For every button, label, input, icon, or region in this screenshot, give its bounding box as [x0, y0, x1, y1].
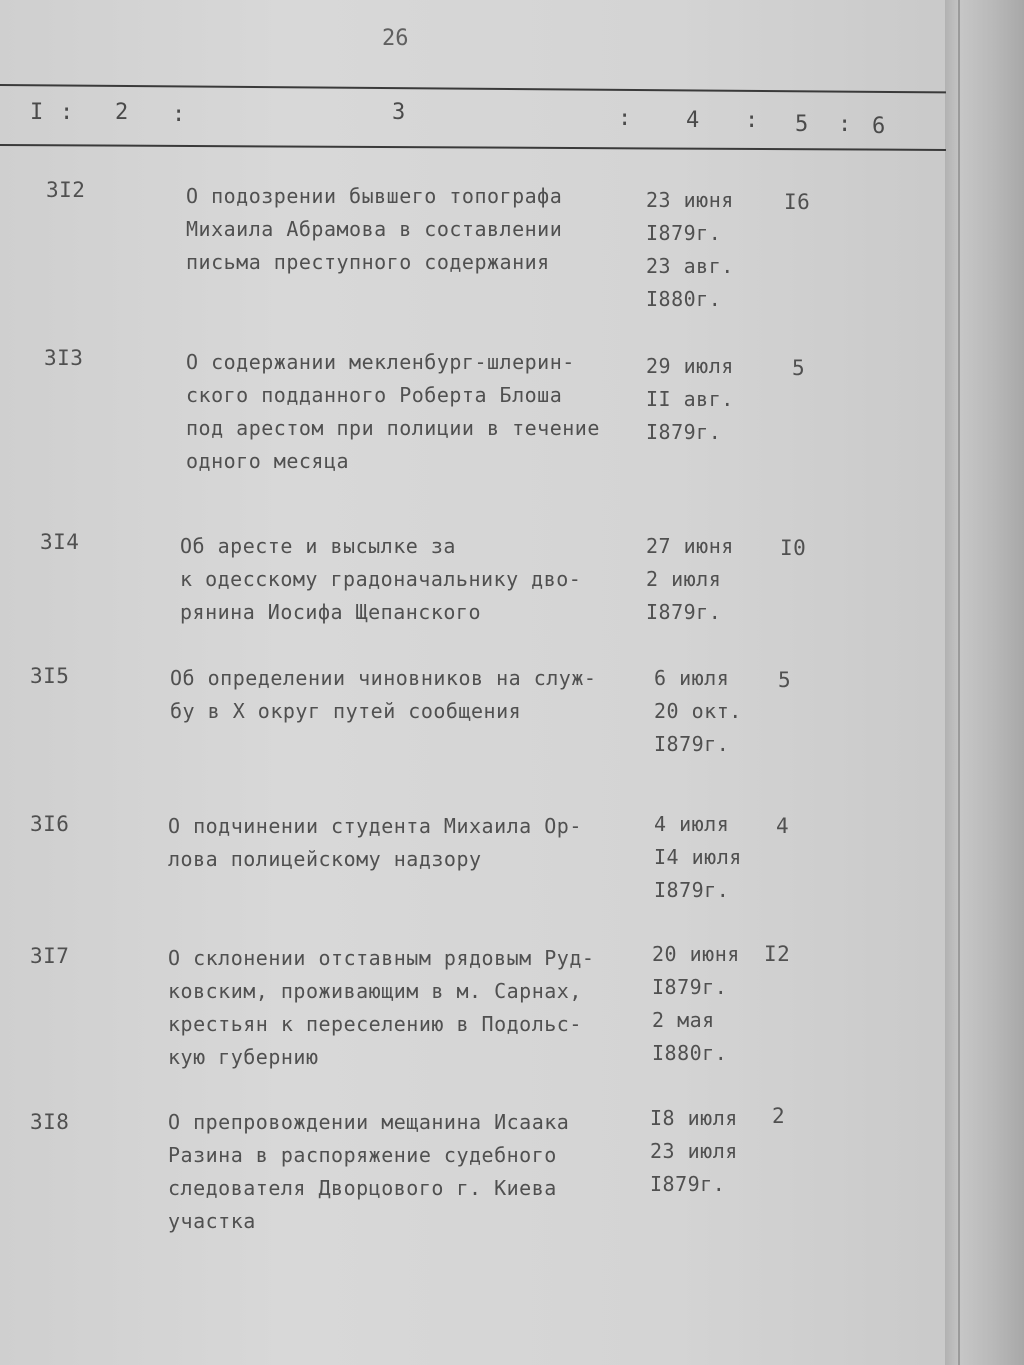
column-header-2: 2 — [115, 100, 129, 125]
record-dates: 27 июня 2 июля I879г. — [646, 534, 734, 624]
record-number: 3I2 — [46, 178, 86, 202]
record-description: О содержании мекленбург-шлерин- ского подданного Роберта Блоша под арестом при полиции в течение одного месяца — [186, 350, 600, 473]
record-sheets: 5 — [778, 668, 792, 692]
record-dates: 29 июля II авг. I879г. — [646, 354, 734, 444]
column-header-4: 4 — [686, 108, 700, 133]
record-sheets: 5 — [792, 356, 806, 380]
page-number: 26 — [382, 26, 409, 51]
record-number: 3I8 — [30, 1110, 70, 1134]
record-number: 3I4 — [40, 530, 80, 554]
column-header-3: 3 — [392, 100, 406, 125]
record-dates: 4 июля I4 июля I879г. — [654, 812, 742, 902]
column-header-1: I — [30, 100, 44, 125]
record-dates: 23 июня I879г. 23 авг. I880г. — [646, 188, 734, 311]
record-description: Об определении чиновников на служ- бу в Х округ путей сообщения — [170, 666, 597, 723]
record-sheets: 2 — [772, 1104, 786, 1128]
record-description: О препровождении мещанина Исаака Разина в распоряжение судебного следователя Дворцового г. Киева участка — [168, 1110, 570, 1233]
record-description: Об аресте и высылке за к одесскому градоначальнику дво- рянина Иосифа Щепанского — [180, 534, 582, 624]
record-description: О склонении отставным рядовым Руд- ковским, проживающим в м. Сарнах, крестьян к переселению в Подольс- кую губернию — [168, 946, 595, 1069]
column-separator: : — [618, 106, 632, 131]
column-header-5: 5 — [795, 112, 809, 137]
record-dates: I8 июля 23 июля I879г. — [650, 1106, 738, 1196]
record-dates: 6 июля 20 окт. I879г. — [654, 666, 742, 756]
record-dates: 20 июня I879г. 2 мая I880г. — [652, 942, 740, 1065]
record-description: О подчинении студента Михаила Ор- лова полицейскому надзору — [168, 814, 582, 871]
column-separator: : — [745, 108, 759, 133]
record-number: 3I6 — [30, 812, 70, 836]
column-separator: : — [60, 100, 74, 125]
record-number: 3I3 — [44, 346, 84, 370]
record-number: 3I7 — [30, 944, 70, 968]
record-sheets: I6 — [784, 190, 811, 214]
page-edge — [945, 0, 1024, 1365]
record-description: О подозрении бывшего топографа Михаила Абрамова в составлении письма преступного содержания — [186, 184, 563, 274]
record-sheets: I2 — [764, 942, 791, 966]
page-edge-line — [958, 0, 960, 1365]
column-separator: : — [838, 112, 852, 137]
record-sheets: 4 — [776, 814, 790, 838]
record-number: 3I5 — [30, 664, 70, 688]
record-sheets: I0 — [780, 536, 807, 560]
column-separator: : — [172, 102, 186, 127]
column-header-6: 6 — [872, 114, 886, 139]
